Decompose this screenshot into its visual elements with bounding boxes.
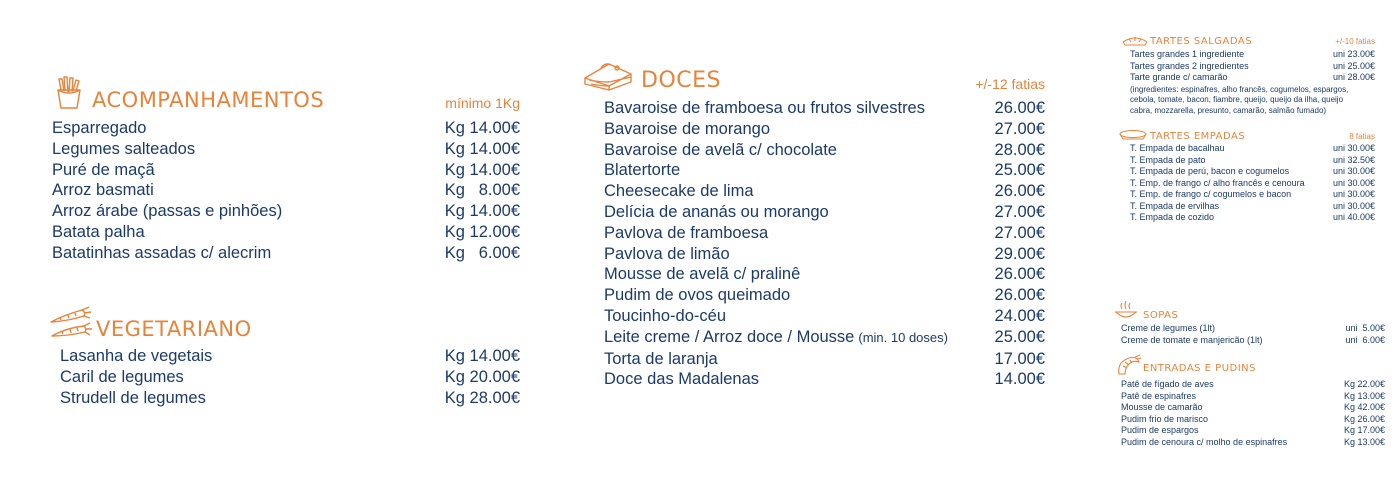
item-name: Creme de legumes (1lt) [1121, 323, 1216, 333]
item-name: Patê de espinafres [1121, 390, 1197, 401]
item-price: Kg 14.00€ [444, 139, 520, 158]
item-name-wrap [60, 388, 206, 409]
menu-item [1130, 61, 1375, 73]
menu-item [604, 202, 1045, 223]
item-name-wrap [1121, 437, 1287, 449]
cake-slice-icon [583, 60, 635, 94]
pie-dish-icon [1118, 129, 1148, 141]
menu-item [604, 369, 1045, 390]
section-doces [583, 60, 1045, 390]
menu-item [1121, 323, 1385, 335]
item-name: Arroz árabe (passas e pinhões) [52, 202, 283, 221]
section-header [583, 60, 1045, 98]
section-note: mínimo 1Kg [445, 95, 520, 111]
item-name: Bavaroise de framboesa ou frutos silvestres [604, 99, 925, 117]
menu-item [52, 160, 520, 181]
section-title: TARTES SALGADAS [1150, 36, 1253, 47]
menu-item [52, 201, 520, 222]
item-name-wrap [1130, 49, 1244, 61]
item-price: 27.00€ [994, 119, 1045, 138]
menu-item [604, 285, 1045, 306]
section-note: +/-10 fatias [1335, 37, 1375, 46]
item-name-wrap [52, 222, 145, 243]
menu-item [1121, 391, 1385, 403]
item-list [52, 118, 520, 264]
item-price: Kg 42.00€ [1343, 402, 1385, 412]
item-name: Pudim de cenoura c/ molho de espinafres [1121, 436, 1288, 447]
item-name-wrap [1121, 425, 1199, 437]
item-name-wrap [604, 369, 759, 390]
menu-item [604, 327, 1045, 349]
item-price: Kg 22.00€ [1343, 379, 1385, 389]
item-price: 28.00€ [994, 140, 1045, 159]
item-price: Kg 13.00€ [1343, 390, 1385, 401]
item-name: Torta de laranja [604, 349, 718, 368]
item-name: Mousse de avelã c/ pralinê [604, 265, 801, 284]
item-name-wrap [604, 140, 837, 161]
item-price: Kg 8.00€ [444, 181, 520, 200]
pie-icon [1122, 34, 1148, 46]
item-list [1122, 49, 1375, 84]
item-price: uni 25.00€ [1332, 60, 1375, 71]
menu-item [52, 139, 520, 160]
item-price: Kg 14.00€ [444, 160, 520, 179]
item-price: Kg 13.00€ [1343, 436, 1385, 447]
menu-item [52, 118, 520, 139]
item-name-wrap [1121, 414, 1208, 426]
item-price: 17.00€ [994, 349, 1045, 368]
menu-item [604, 181, 1045, 202]
item-name: Blatertorte [604, 161, 681, 180]
section-note: +/-12 fatias [975, 76, 1045, 92]
item-price: Kg 28.00€ [444, 388, 520, 407]
section-sopas [1114, 300, 1385, 346]
item-name: Pavlova de limão [604, 244, 730, 263]
menu-item [1121, 335, 1385, 347]
menu-item [604, 140, 1045, 161]
item-price: Kg 12.00€ [444, 222, 520, 241]
item-name-wrap [60, 367, 184, 388]
item-price: uni 40.00€ [1332, 212, 1375, 222]
item-name-wrap [52, 118, 146, 139]
item-name: Tarte grande c/ camarão [1130, 72, 1228, 82]
item-list [1114, 323, 1385, 346]
item-name: T. Empada de cozido [1130, 212, 1215, 222]
menu-item [604, 98, 1045, 119]
item-name-wrap [1121, 391, 1196, 403]
item-name: Toucinho-do-céu [604, 306, 726, 325]
item-name-wrap [604, 244, 730, 265]
menu-item [604, 223, 1045, 244]
item-price: uni 30.00€ [1332, 177, 1375, 188]
item-name-wrap [52, 180, 154, 201]
section-header [1122, 34, 1375, 49]
section-tartes-salgadas [1122, 34, 1375, 116]
item-price: Kg 17.00€ [1343, 425, 1385, 435]
item-name: T. Empada de bacalhau [1130, 143, 1225, 153]
item-price: Kg 14.00€ [444, 202, 520, 221]
item-name: Esparregado [52, 119, 147, 137]
item-name-wrap [1130, 178, 1305, 190]
menu-item [60, 388, 520, 409]
item-name: Bavaroise de morango [604, 119, 771, 138]
item-price: Kg 14.00€ [444, 119, 520, 137]
item-name-wrap [1121, 323, 1215, 335]
menu-item [60, 367, 520, 388]
item-name-wrap [1130, 143, 1225, 155]
section-title: VEGETARIANO [96, 317, 252, 341]
item-name: Arroz basmati [52, 181, 154, 200]
item-name-wrap [1130, 201, 1219, 213]
item-price: uni 30.00€ [1332, 189, 1375, 199]
item-name: Lasanha de vegetais [60, 347, 213, 365]
item-name: Pudim de ovos queimado [604, 286, 791, 305]
item-name-wrap [604, 349, 718, 370]
menu-item [604, 244, 1045, 265]
item-name-wrap [1130, 166, 1289, 178]
item-name: Mousse de camarão [1121, 402, 1203, 412]
section-header [1114, 300, 1385, 323]
menu-item [1130, 143, 1375, 155]
menu-item [1121, 425, 1385, 437]
item-name: Batatinhas assadas c/ alecrim [52, 243, 272, 262]
item-name-wrap [1121, 402, 1203, 414]
item-name: Leite creme / Arroz doce / Mousse [604, 327, 855, 346]
item-note: (min. 10 doses) [858, 329, 948, 345]
menu-item [1130, 166, 1375, 178]
item-name-wrap [604, 119, 770, 140]
item-name: Tartes grandes 1 ingrediente [1130, 49, 1245, 59]
item-price: 29.00€ [994, 244, 1045, 263]
item-name-wrap [52, 139, 195, 160]
ingredients-note: (ingredientes: espinafres, alho francês, cogumelos, espargos, cebola, tomate, bacon, fiambre, queijo, queijo da ilha, queijo cabra, mozzarella, presunto, camarão, salmão fumado) [1130, 84, 1349, 115]
section-title: ENTRADAS E PUDINS [1143, 363, 1257, 374]
item-price: uni 23.00€ [1332, 49, 1375, 59]
fries-icon [52, 76, 86, 110]
item-price: uni 28.00€ [1332, 72, 1375, 82]
item-name: Bavaroise de avelã c/ chocolate [604, 140, 837, 159]
item-name: Tartes grandes 2 ingredientes [1130, 60, 1249, 71]
section-header [1115, 354, 1385, 379]
item-name-wrap [1121, 379, 1214, 391]
item-name-wrap [604, 202, 829, 223]
item-name-wrap [1130, 155, 1206, 167]
menu-item [604, 349, 1045, 370]
carrot-icon [48, 306, 92, 340]
menu-item [1130, 189, 1375, 201]
item-price: 27.00€ [994, 223, 1045, 242]
menu-item [604, 160, 1045, 181]
section-tartes-empadas [1118, 129, 1375, 224]
item-name: T. Emp. de frango c/ alho francês e cenoura [1130, 177, 1305, 188]
item-name-wrap [604, 285, 790, 306]
soup-bowl-icon [1114, 300, 1138, 322]
item-price: Kg 6.00€ [444, 243, 520, 262]
menu-item [1130, 72, 1375, 84]
menu-item [1130, 201, 1375, 213]
item-name: Patê de fígado de aves [1121, 379, 1214, 389]
item-price: uni 30.00€ [1332, 166, 1375, 176]
section-entradas [1115, 354, 1385, 448]
section-acompanhamentos [52, 76, 520, 264]
item-price: Kg 26.00€ [1343, 413, 1385, 424]
item-list [583, 98, 1045, 390]
item-name: Caril de legumes [60, 367, 184, 386]
item-price: 26.00€ [994, 286, 1045, 305]
item-name-wrap [604, 98, 925, 119]
menu-item [52, 222, 520, 243]
item-name-wrap [604, 264, 800, 285]
menu-item [1130, 178, 1375, 190]
item-name-wrap [604, 306, 726, 327]
menu-item [52, 180, 520, 201]
item-name-wrap [604, 160, 680, 181]
item-price: 14.00€ [994, 370, 1045, 389]
section-title: DOCES [641, 68, 721, 93]
item-name-wrap [52, 201, 282, 222]
item-name: Puré de maçã [52, 160, 155, 179]
item-price: 26.00€ [994, 99, 1045, 117]
menu-item [1121, 379, 1385, 391]
item-price: 26.00€ [994, 182, 1045, 201]
item-name: Delícia de ananás ou morango [604, 202, 829, 221]
menu-item [1121, 414, 1385, 426]
item-name-wrap [60, 346, 212, 367]
section-title: TARTES EMPADAS [1150, 131, 1246, 142]
menu-item [604, 264, 1045, 285]
item-name-wrap [1130, 72, 1228, 84]
item-name-wrap [1121, 335, 1263, 347]
item-name: Doce das Madalenas [604, 370, 760, 389]
item-price: uni 5.00€ [1345, 323, 1385, 333]
item-name: Cheesecake de lima [604, 182, 754, 201]
item-price: 24.00€ [994, 306, 1045, 325]
item-name: T. Empada de perú, bacon e cogumelos [1130, 166, 1290, 176]
section-vegetariano [48, 306, 520, 408]
item-name-wrap [604, 181, 754, 202]
section-title: ACOMPANHAMENTOS [92, 88, 325, 112]
item-price: 27.00€ [994, 202, 1045, 221]
item-name-wrap [1130, 189, 1291, 201]
menu-item [1130, 155, 1375, 167]
shrimp-icon [1115, 354, 1141, 376]
item-name: T. Empada de ervilhas [1130, 200, 1220, 211]
menu-item [1121, 437, 1385, 449]
menu-item [52, 243, 520, 264]
item-name-wrap [1130, 212, 1214, 224]
section-title: SOPAS [1143, 310, 1179, 321]
item-name: Pudim frio de marisco [1121, 413, 1209, 424]
item-name-wrap [604, 327, 948, 349]
item-name: Legumes salteados [52, 139, 196, 158]
item-price: uni 30.00€ [1332, 143, 1375, 153]
item-list [48, 346, 520, 408]
item-list [1118, 143, 1375, 224]
item-name-wrap [604, 223, 768, 244]
item-price: uni 32.50€ [1332, 154, 1375, 165]
item-name: Pavlova de framboesa [604, 223, 769, 242]
section-header [52, 76, 520, 118]
item-list [1115, 379, 1385, 448]
item-price: uni 6.00€ [1345, 334, 1385, 345]
item-price: Kg 14.00€ [444, 347, 520, 365]
item-name: Pudim de espargos [1121, 425, 1199, 435]
item-price: uni 30.00€ [1332, 200, 1375, 211]
item-name: Strudell de legumes [60, 388, 206, 407]
item-price: 26.00€ [994, 265, 1045, 284]
menu-item [1130, 212, 1375, 224]
item-name: Batata palha [52, 222, 145, 241]
section-header [1118, 129, 1375, 143]
item-name-wrap [52, 243, 271, 264]
item-price: 25.00€ [994, 327, 1045, 346]
item-name: T. Empada de pato [1130, 154, 1206, 165]
menu-item [1121, 402, 1385, 414]
item-name: T. Emp. de frango c/ cogumelos e bacon [1130, 189, 1292, 199]
item-price: Kg 20.00€ [444, 367, 520, 386]
menu-item [604, 306, 1045, 327]
item-price: 25.00€ [994, 161, 1045, 180]
item-name: Creme de tomate e manjericão (1lt) [1121, 334, 1263, 345]
section-header [48, 306, 520, 346]
menu-item [1130, 49, 1375, 61]
item-name-wrap [1130, 61, 1249, 73]
section-note: 8 fatias [1349, 132, 1375, 141]
menu-item [604, 119, 1045, 140]
item-name-wrap [52, 160, 155, 181]
menu-item [60, 346, 520, 367]
